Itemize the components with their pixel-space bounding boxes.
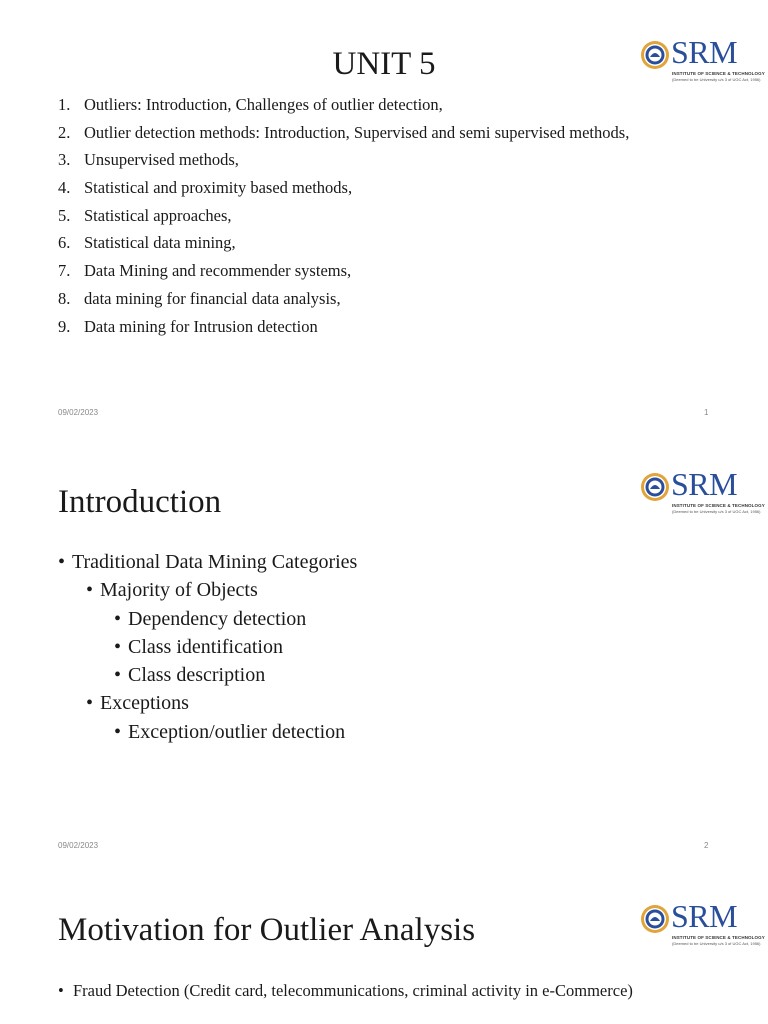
list-item [58, 689, 357, 717]
list-item [58, 633, 357, 661]
slide-1 [0, 0, 768, 432]
list-text: Unsupervised methods, [84, 150, 239, 170]
list-text: Class identification [128, 635, 283, 658]
slide-3 [0, 864, 768, 1024]
slide-title: UNIT 5 [332, 46, 436, 82]
list-item [58, 151, 688, 169]
list-text: Traditional Data Mining Categories [72, 551, 358, 573]
slide-number: 2 [704, 841, 709, 850]
list-item [58, 318, 688, 336]
list-item [58, 179, 688, 197]
list-text: Statistical and proximity based methods, [84, 178, 353, 198]
slide-title: Motivation for Outlier Analysis [58, 912, 476, 948]
list-text: Data mining for Intrusion detection [84, 316, 318, 336]
bullet-list [58, 548, 357, 746]
list-text: Fraud Detection (Credit card, telecommunications, criminal activity in e-Commerce) [73, 981, 633, 1000]
list-item [58, 262, 688, 280]
list-text: data mining for financial data analysis, [84, 288, 341, 308]
bullet-glyph: • [114, 635, 122, 658]
list-item [58, 548, 357, 576]
list-number: 1. [58, 95, 71, 114]
list-text: Statistical data mining, [84, 233, 236, 253]
list-item [58, 234, 688, 252]
slide-date: 09/02/2023 [58, 408, 99, 417]
list-item [58, 576, 357, 604]
list-text: Exception/outlier detection [128, 720, 346, 743]
list-text: Outlier detection methods: Introduction, Supervised and semi supervised methods, [84, 122, 630, 142]
topic-list [58, 96, 688, 345]
logo-subtagline: (Deemed to be University u/s 3 of UGC Act, 1956) [672, 509, 761, 514]
bullet-glyph: • [114, 607, 122, 630]
srm-seal-icon [640, 904, 670, 934]
srm-wordmark: SRM [671, 34, 738, 70]
list-text: Data Mining and recommender systems, [84, 261, 352, 281]
list-item [58, 982, 658, 1000]
list-item [58, 207, 688, 225]
list-text: Statistical approaches, [84, 205, 232, 225]
list-item [58, 661, 357, 689]
srm-logo [640, 898, 765, 946]
bullet-glyph: • [58, 551, 66, 573]
list-number: 7. [58, 261, 71, 281]
bullet-list [58, 982, 658, 1000]
slide-number: 1 [704, 408, 709, 417]
logo-tagline: INSTITUTE OF SCIENCE & TECHNOLOGY [672, 71, 765, 76]
list-text: Class description [128, 664, 266, 687]
bullet-glyph: • [58, 981, 64, 1000]
slide-2 [0, 432, 768, 864]
srm-logo [640, 466, 765, 514]
list-item [58, 124, 688, 142]
srm-wordmark: SRM [671, 466, 738, 502]
list-number: 8. [58, 288, 71, 308]
slide-date: 09/02/2023 [58, 841, 99, 850]
logo-subtagline: (Deemed to be University u/s 3 of UGC Act, 1956) [672, 77, 761, 82]
bullet-glyph: • [86, 579, 94, 602]
srm-seal-icon [640, 472, 670, 502]
list-number: 3. [58, 150, 71, 170]
list-number: 5. [58, 205, 71, 225]
list-text: Dependency detection [128, 607, 307, 630]
bullet-glyph: • [114, 720, 122, 743]
list-text: Outliers: Introduction, Challenges of outlier detection, [84, 95, 443, 114]
bullet-glyph: • [114, 664, 122, 687]
list-item [58, 96, 688, 114]
logo-tagline: INSTITUTE OF SCIENCE & TECHNOLOGY [672, 503, 765, 508]
bullet-glyph: • [86, 692, 94, 715]
list-item [58, 718, 357, 746]
slide-title: Introduction [58, 484, 222, 520]
list-item [58, 605, 357, 633]
srm-wordmark: SRM [671, 898, 738, 934]
list-number: 2. [58, 122, 71, 142]
list-text: Majority of Objects [100, 579, 258, 602]
list-number: 4. [58, 178, 71, 198]
logo-tagline: INSTITUTE OF SCIENCE & TECHNOLOGY [672, 935, 765, 940]
list-item [58, 290, 688, 308]
logo-subtagline: (Deemed to be University u/s 3 of UGC Act, 1956) [672, 941, 761, 946]
list-number: 9. [58, 316, 71, 336]
list-number: 6. [58, 233, 71, 253]
list-text: Exceptions [100, 692, 189, 715]
